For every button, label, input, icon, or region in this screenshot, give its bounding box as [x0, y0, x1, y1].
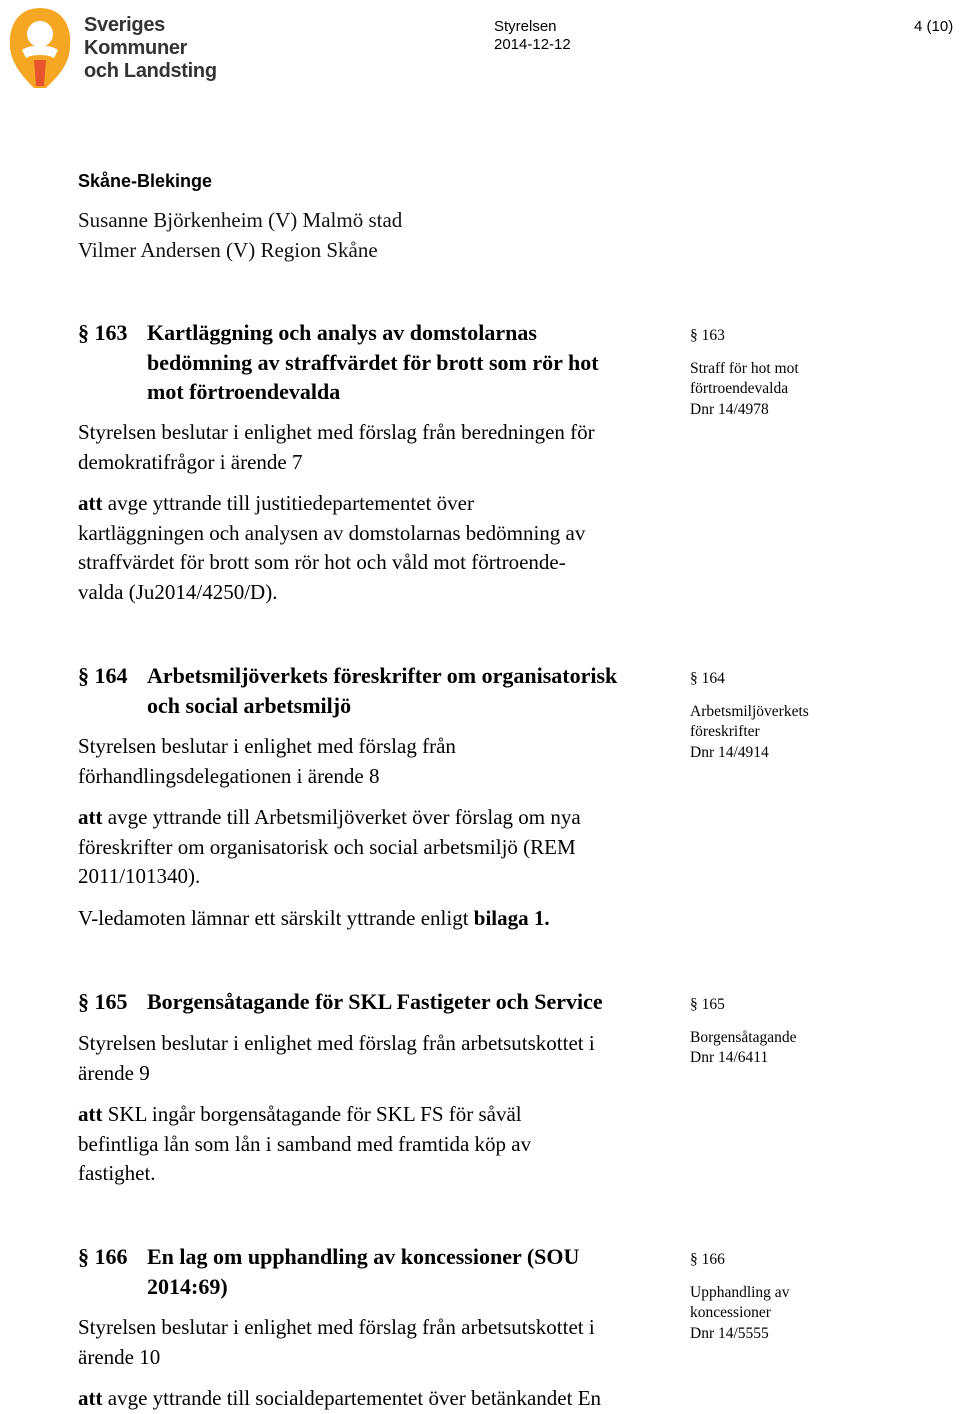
skl-logo-mark-icon — [4, 4, 76, 92]
item-165-decision — [78, 1029, 678, 1088]
margin-section-number: § 166 — [690, 1251, 725, 1268]
item-166-title-line: 2014:69) — [147, 1273, 228, 1299]
item-165-title — [78, 987, 678, 1017]
margin-line: Borgensåtagande — [690, 1028, 797, 1046]
item-164-title — [78, 661, 678, 720]
doc-type: Styrelsen — [494, 18, 557, 35]
margin-line: föreskrifter — [690, 723, 760, 740]
att-line: fastighet. — [78, 1161, 156, 1185]
decision-line: förhandlingsdelegationen i ärende 8 — [78, 763, 380, 788]
logo-line-1: Sveriges — [84, 14, 165, 36]
note-text: V-ledamoten lämnar ett särskilt yttrande enligt — [78, 906, 474, 930]
decision-line: demokratifrågor i ärende 7 — [78, 449, 303, 474]
margin-line: Dnr 14/5555 — [690, 1324, 769, 1342]
item-163-decision — [78, 418, 678, 477]
att-keyword: att — [78, 491, 103, 515]
att-text: SKL ingår borgensåtagande för SKL FS för såväl — [102, 1102, 522, 1126]
decision-line: Styrelsen beslutar i enlighet med förslag från arbetsutskottet i — [78, 1315, 595, 1339]
decision-line: ärende 10 — [78, 1344, 161, 1369]
att-keyword: att — [78, 1102, 103, 1126]
att-line: föreskrifter om organisatorisk och social arbetsmiljö (REM — [78, 834, 576, 859]
att-text: avge yttrande till Arbetsmiljöverket över förslag om nya — [102, 805, 581, 829]
margin-line: förtroendevalda — [690, 380, 789, 397]
item-164-title-line: Arbetsmiljöverkets föreskrifter om organisatorisk — [147, 663, 618, 688]
item-164-att-clause — [78, 803, 678, 892]
att-keyword: att — [78, 805, 103, 829]
item-166-title-line: En lag om upphandling av koncessioner (SOU — [147, 1244, 580, 1269]
att-line: valda (Ju2014/4250/D). — [78, 579, 278, 604]
att-keyword: att — [78, 1386, 103, 1410]
item-165-number: § 165 — [78, 989, 128, 1014]
decision-line: Styrelsen beslutar i enlighet med förslag från — [78, 734, 456, 758]
margin-line: Arbetsmiljöverkets — [690, 702, 809, 720]
member-2: Vilmer Andersen (V) Region Skåne — [78, 238, 378, 262]
doc-date: 2014-12-12 — [494, 36, 571, 53]
item-166-decision — [78, 1313, 678, 1372]
margin-line: koncessioner — [690, 1304, 771, 1321]
margin-section-number: § 163 — [690, 327, 725, 344]
item-163-margin-note — [690, 326, 870, 420]
item-164-note — [78, 904, 678, 934]
decision-line: Styrelsen beslutar i enlighet med förslag från arbetsutskottet i — [78, 1031, 595, 1055]
att-line: befintliga lån som lån i samband med framtida köp av — [78, 1131, 532, 1156]
margin-line: Dnr 14/6411 — [690, 1049, 769, 1066]
item-163-title-line: bedömning av straffvärdet för brott som rör hot — [147, 349, 599, 375]
member-1: Susanne Björkenheim (V) Malmö stad — [78, 208, 403, 232]
item-163-title-line: Kartläggning och analys av domstolarnas — [147, 320, 537, 345]
att-line: 2011/101340). — [78, 864, 201, 888]
margin-section-number: § 164 — [690, 670, 725, 687]
item-163-att-clause — [78, 489, 678, 607]
item-163-number: § 163 — [78, 320, 128, 345]
item-165-title-line: Borgensåtagande för SKL Fastigeter och Service — [147, 989, 603, 1014]
item-165-att-clause — [78, 1100, 678, 1189]
item-166-margin-note — [690, 1250, 870, 1344]
margin-line: Dnr 14/4978 — [690, 400, 769, 418]
region-heading: Skåne-Blekinge — [78, 171, 213, 191]
attachment-reference: bilaga 1. — [473, 906, 550, 930]
att-text: avge yttrande till socialdepartementet över betänkandet En — [102, 1386, 602, 1410]
item-163-title — [78, 318, 678, 407]
decision-line: ärende 9 — [78, 1060, 150, 1085]
margin-line: Straff för hot mot — [690, 359, 799, 377]
page-number: 4 (10) — [914, 18, 954, 35]
item-164-margin-note — [690, 669, 870, 763]
logo-line-2: Kommuner — [84, 37, 188, 59]
item-165-margin-note — [690, 995, 870, 1069]
margin-line: Dnr 14/4914 — [690, 743, 769, 761]
item-164-title-line: och social arbetsmiljö — [147, 692, 352, 718]
item-164-number: § 164 — [78, 663, 128, 688]
margin-section-number: § 165 — [690, 996, 725, 1013]
item-166-number: § 166 — [78, 1244, 128, 1269]
att-text: avge yttrande till justitiedepartementet över — [102, 491, 474, 515]
item-163-title-line: mot förtroendevalda — [147, 379, 341, 404]
item-166-title — [78, 1242, 678, 1301]
att-line: straffvärdet för brott som rör hot och våld mot förtroende- — [78, 550, 566, 574]
decision-line: Styrelsen beslutar i enlighet med förslag från beredningen för — [78, 420, 595, 444]
skl-logo — [4, 4, 220, 92]
att-line: kartläggningen och analysen av domstolarnas bedömning av — [78, 520, 586, 545]
item-164-decision — [78, 732, 678, 791]
logo-line-3: och Landsting — [84, 60, 217, 82]
margin-line: Upphandling av — [690, 1283, 790, 1301]
item-166-att-clause — [78, 1384, 678, 1414]
